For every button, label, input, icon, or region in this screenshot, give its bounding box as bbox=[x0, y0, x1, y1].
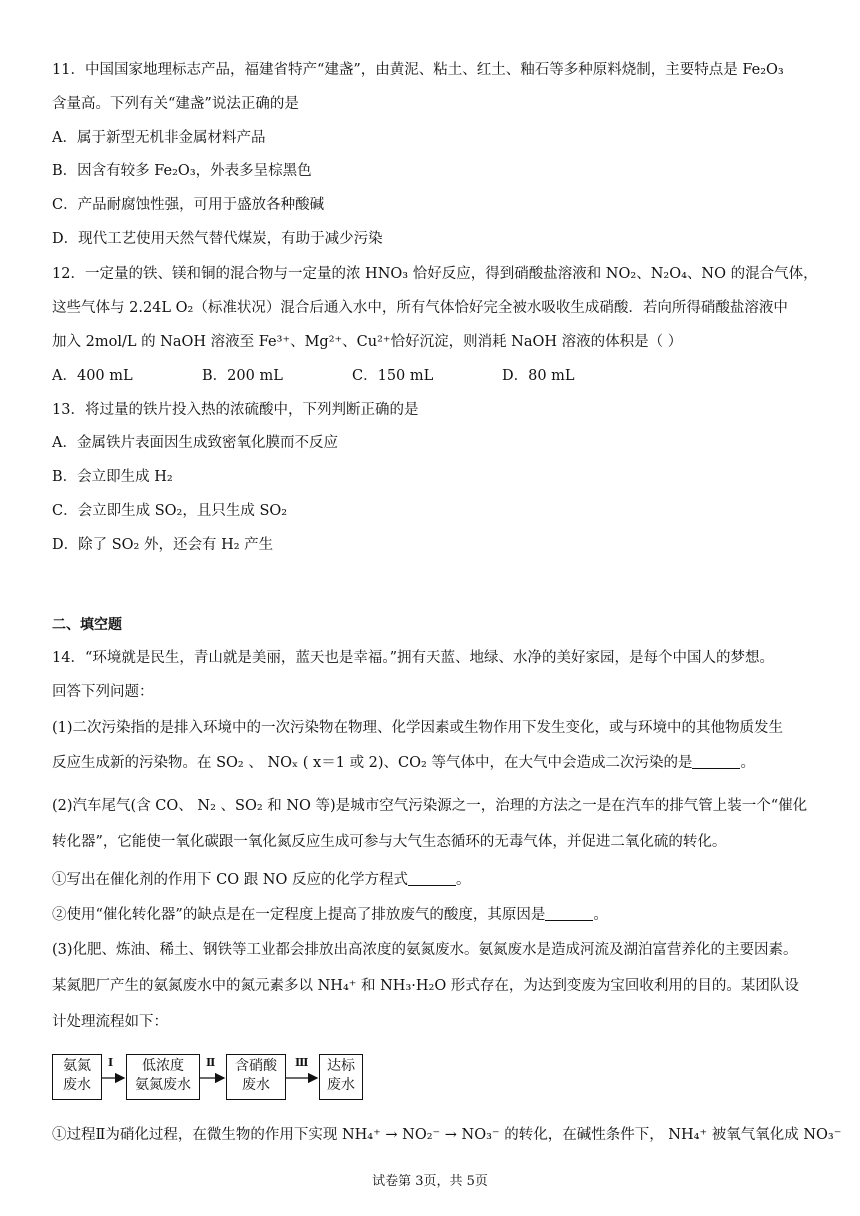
q11-option-c: C．产品耐腐蚀性强，可用于盛放各种酸碱 bbox=[52, 197, 325, 213]
flow-box-ammonia-wastewater: 氨氮 废水 bbox=[52, 1054, 102, 1100]
q13-option-a: A．金属铁片表面因生成致密氧化膜而不反应 bbox=[52, 435, 338, 451]
q11-stem-line2: 含量高。下列有关“建盏”说法正确的是 bbox=[52, 96, 299, 112]
q14-stem-line1: 14．“环境就是民生，青山就是美丽，蓝天也是幸福。”拥有天蓝、地绿、水净的美好家园，是每个中国人的梦想。 bbox=[52, 650, 775, 666]
q12-stem-line3: 加入 2mol/L 的 NaOH 溶液至 Fe³⁺、Mg²⁺、Cu²⁺恰好沉淀，则消耗 NaOH 溶液的体积是（ ） bbox=[52, 334, 683, 350]
q13-option-d: D．除了 SO₂ 外，还会有 H₂ 产生 bbox=[52, 537, 274, 553]
q14-part3-line3: 计处理流程如下： bbox=[52, 1014, 168, 1030]
q14-part2-sub1: ①写出在催化剂的作用下 CO 跟 NO 反应的化学方程式 。 bbox=[52, 872, 471, 888]
flow-label-1: Ⅰ bbox=[108, 1056, 114, 1069]
q12-option-d: D．80 mL bbox=[502, 368, 575, 384]
flow-box-low-concentration: 低浓度 氨氮废水 bbox=[126, 1054, 200, 1100]
flow-box-nitrate-wastewater: 含硝酸 废水 bbox=[226, 1054, 286, 1100]
answer-blank[interactable] bbox=[692, 754, 740, 769]
q12-option-a: A．400 mL bbox=[52, 368, 133, 384]
q12-stem-line1: 12．一定量的铁、镁和铜的混合物与一定量的浓 HNO₃ 恰好反应，得到硝酸盐溶液和 NO₂、N₂O₄、NO 的混合气体， bbox=[52, 266, 818, 282]
q14-part3-line1: (3)化肥、炼油、稀土、钢铁等工业都会排放出高浓度的氨氮废水。氨氮废水是造成河流及湖泊富营养化的主要因素。 bbox=[52, 942, 798, 958]
q14-part1-line1: (1)二次污染指的是排入环境中的一次污染物在物理、化学因素或生物作用下发生变化，或与环境中的其他物质发生 bbox=[52, 720, 784, 736]
q13-option-c: C．会立即生成 SO₂，且只生成 SO₂ bbox=[52, 503, 288, 519]
q14-part1-line2: 反应生成新的污染物。在 SO₂ 、 NOₓ ( x＝1 或 2)、CO₂ 等气体中，在大气中会造成二次污染的是 。 bbox=[52, 755, 755, 771]
q14-part2-line1: (2)汽车尾气(含 CO、 N₂ 、SO₂ 和 NO 等)是城市空气污染源之一，治理的方法之一是在汽车的排气管上装一个“催化 bbox=[52, 798, 808, 814]
q12-option-c: C．150 mL bbox=[352, 368, 434, 384]
q14-part3-sub1: ①过程Ⅱ为硝化过程，在微生物的作用下实现 NH₄⁺ → NO₂⁻ → NO₃⁻ 的转化，在碱性条件下， NH₄⁺ 被氧气氧化成 NO₃⁻ bbox=[52, 1127, 842, 1143]
process-flow-diagram bbox=[52, 1050, 382, 1110]
q11-option-d: D．现代工艺使用天然气替代煤炭，有助于减少污染 bbox=[52, 231, 383, 247]
flow-box-compliant-wastewater: 达标 废水 bbox=[319, 1054, 363, 1100]
q14-part3-line2: 某氮肥厂产生的氨氮废水中的氮元素多以 NH₄⁺ 和 NH₃·H₂O 形式存在，为达到变废为宝回收利用的目的。某团队设 bbox=[52, 978, 799, 994]
q13-option-b: B．会立即生成 H₂ bbox=[52, 469, 173, 485]
q12-stem-line2: 这些气体与 2.24L O₂（标准状况）混合后通入水中，所有气体恰好完全被水吸收生成硝酸．若向所得硝酸盐溶液中 bbox=[52, 300, 788, 316]
q12-option-b: B．200 mL bbox=[202, 368, 283, 384]
page-footer: 试卷第 3页，共 5页 bbox=[372, 1174, 488, 1189]
q14-part2-line2: 转化器”，它能使一氧化碳跟一氧化氮反应生成可参与大气生态循环的无毒气体，并促进二氧化硫的转化。 bbox=[52, 834, 727, 850]
flow-label-3: Ⅲ bbox=[295, 1056, 309, 1069]
flow-label-2: Ⅱ bbox=[206, 1056, 216, 1069]
q11-option-a: A．属于新型无机非金属材料产品 bbox=[52, 130, 266, 146]
q13-stem: 13．将过量的铁片投入热的浓硫酸中，下列判断正确的是 bbox=[52, 402, 419, 418]
q14-stem-line2: 回答下列问题： bbox=[52, 684, 154, 700]
section-heading: 二、填空题 bbox=[52, 617, 122, 633]
answer-blank[interactable] bbox=[408, 871, 456, 886]
q11-stem-line1: 11．中国国家地理标志产品，福建省特产“建盏”，由黄泥、粘土、红土、釉石等多种原料烧制，主要特点是 Fe₂O₃ bbox=[52, 62, 784, 78]
q11-option-b: B．因含有较多 Fe₂O₃，外表多呈棕黑色 bbox=[52, 163, 312, 179]
q14-part2-sub2: ②使用“催化转化器”的缺点是在一定程度上提高了排放废气的酸度，其原因是 。 bbox=[52, 907, 608, 923]
answer-blank[interactable] bbox=[545, 906, 593, 921]
